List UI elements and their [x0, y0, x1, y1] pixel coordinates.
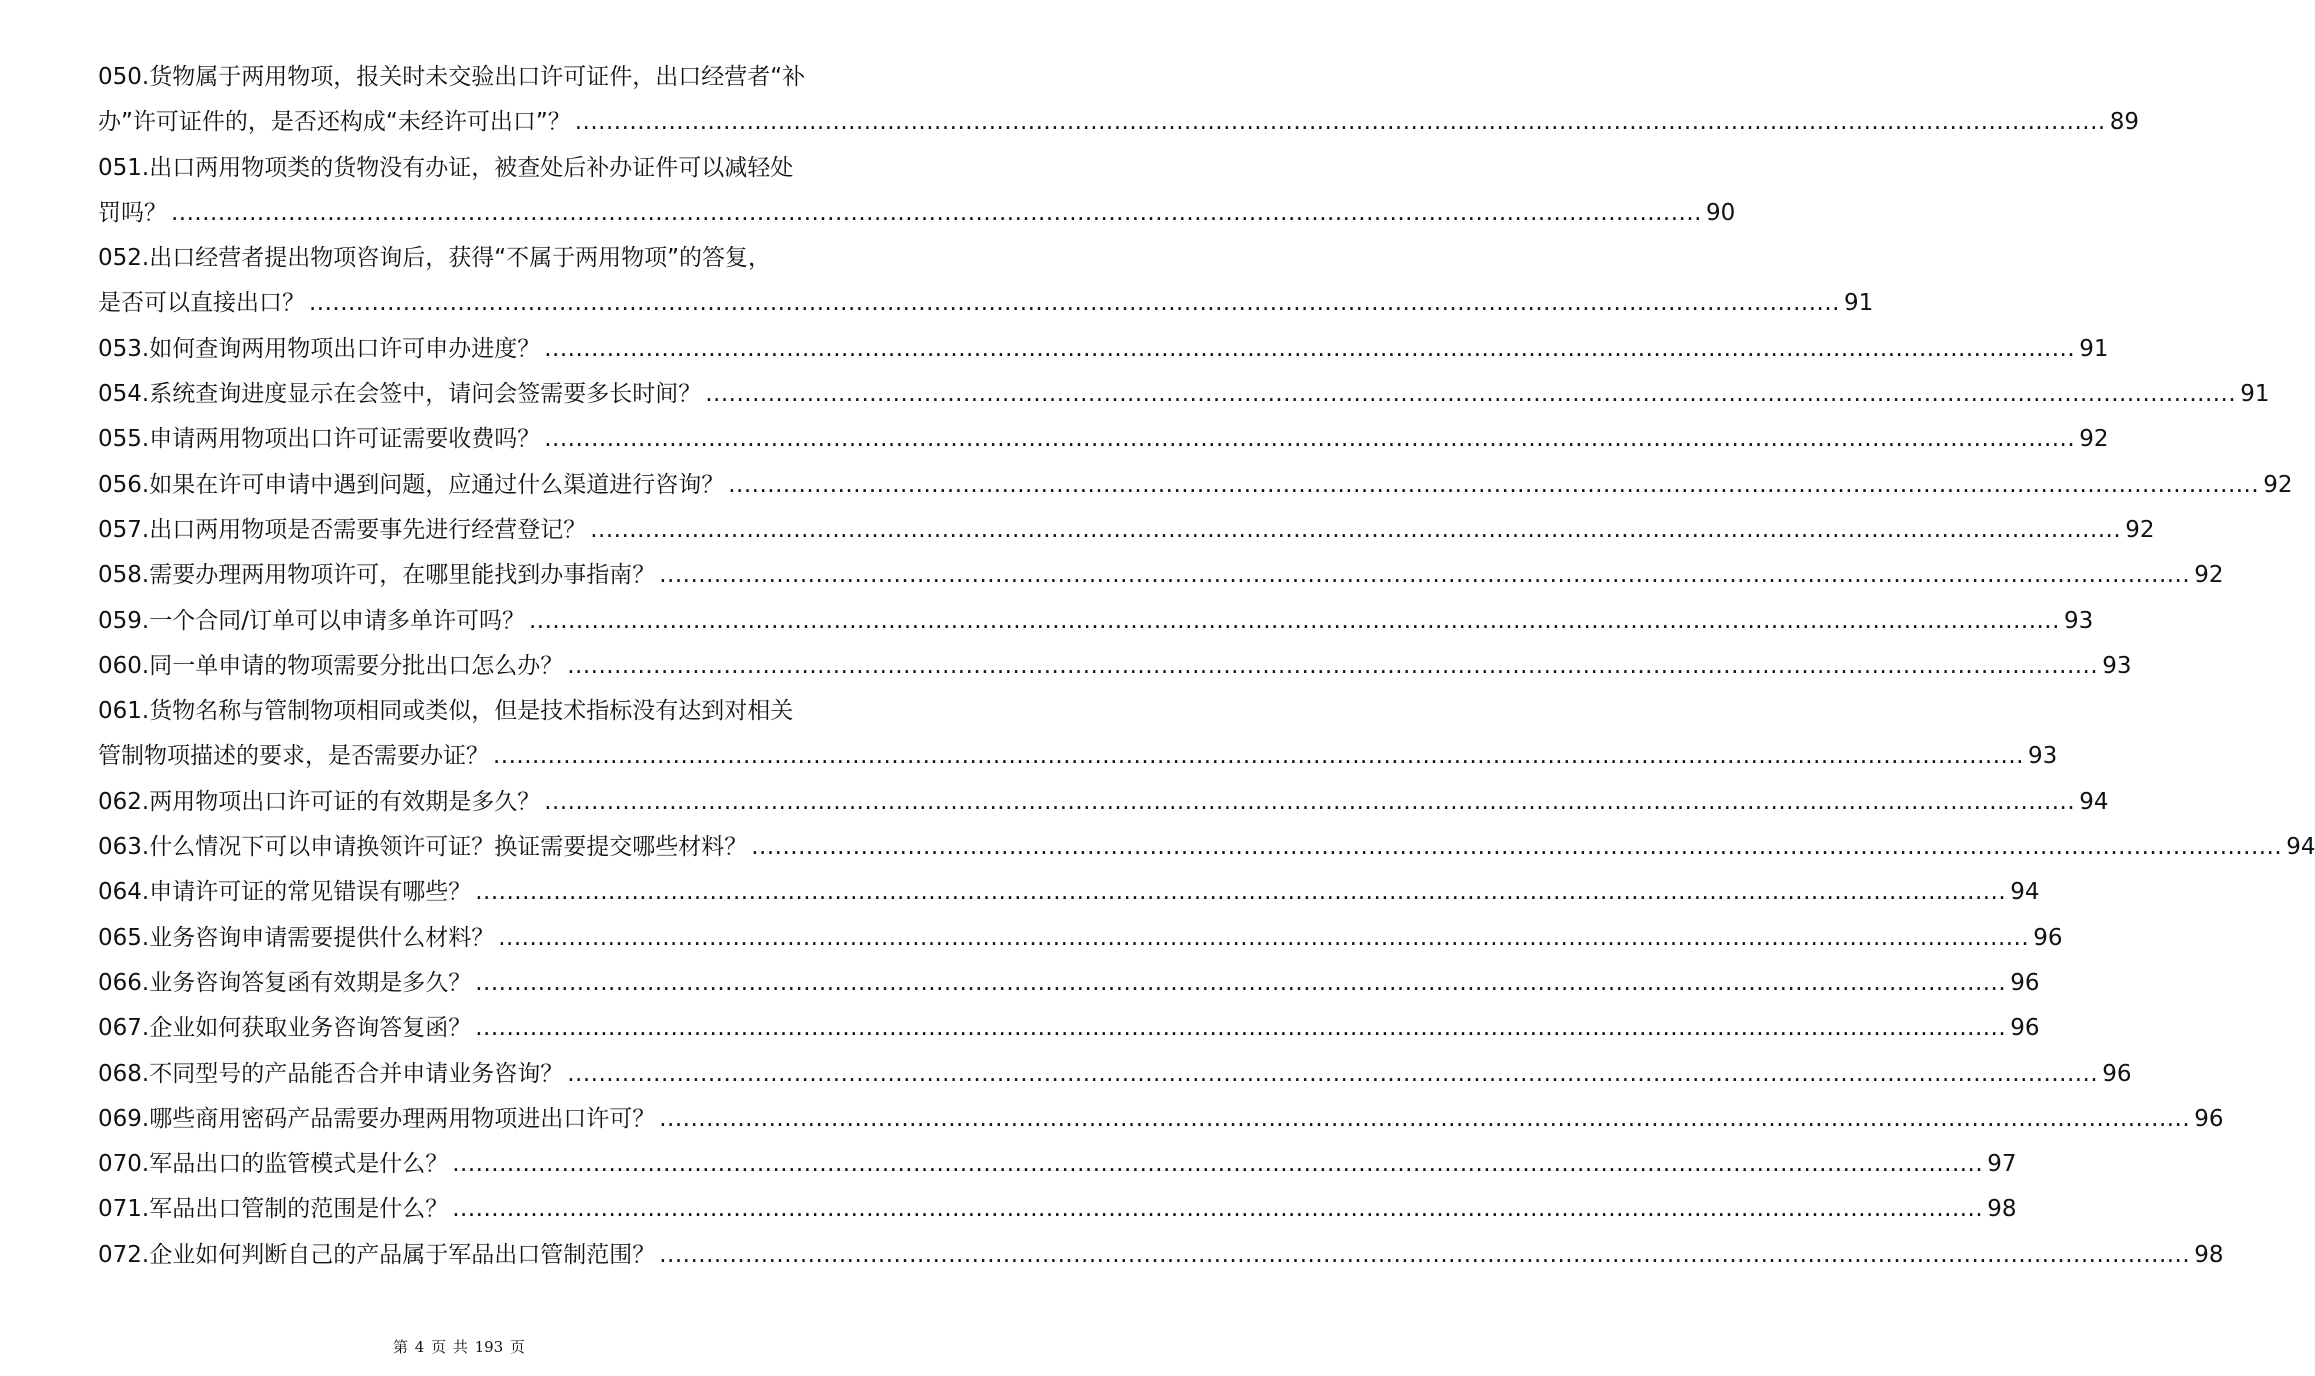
- toc-page-number: 92: [2194, 562, 2224, 589]
- toc-entry-text: 办”许可证件的，是否还构成“未经许可出口”？: [98, 109, 571, 136]
- toc-entry-text: 056.如果在许可申请中遇到问题，应通过什么渠道进行咨询？: [98, 471, 725, 498]
- dot-leader: [171, 191, 1702, 236]
- toc-entry[interactable]: [98, 689, 2058, 780]
- toc-page-number: 92: [2263, 471, 2293, 498]
- toc-entry-text: 068.不同型号的产品能否合并申请业务咨询？: [98, 1060, 564, 1087]
- dot-leader: [475, 870, 2006, 915]
- dot-leader: [659, 1233, 2190, 1278]
- toc-entry[interactable]: [98, 1142, 2017, 1187]
- dot-leader: [567, 1052, 2098, 1097]
- toc-entry-line: [98, 1052, 2132, 1097]
- toc-entry-text: 062.两用物项出口许可证的有效期是多久？: [98, 788, 541, 815]
- toc-entry[interactable]: [98, 870, 2040, 915]
- toc-entry-line: [98, 825, 2315, 870]
- toc-entry-text: 067.企业如何获取业务咨询答复函？: [98, 1015, 472, 1042]
- toc-entry-text: 070.军品出口的监管模式是什么？: [98, 1151, 449, 1178]
- toc-entry[interactable]: [98, 916, 2063, 961]
- dot-leader: [590, 508, 2121, 553]
- dot-leader: [567, 644, 2098, 689]
- toc-entry[interactable]: [98, 236, 1874, 327]
- toc-page-number: 90: [1705, 199, 1736, 226]
- toc-page-number: 91: [2079, 335, 2109, 362]
- toc-entry[interactable]: [98, 55, 2139, 146]
- dot-leader: [498, 916, 2029, 961]
- toc-entry[interactable]: [98, 327, 2109, 372]
- toc-page-number: 96: [2194, 1105, 2224, 1132]
- dot-leader: [475, 961, 2006, 1006]
- toc-entry-text: 管制物项描述的要求，是否需要办证？: [98, 743, 489, 770]
- toc-page-number: 97: [1987, 1151, 2017, 1178]
- toc-page-number: 96: [2010, 1015, 2040, 1042]
- toc-entry-text: 罚吗？: [98, 199, 167, 226]
- toc-entry-text: 是否可以直接出口？: [98, 290, 305, 317]
- toc-entry-line: [98, 1006, 2040, 1051]
- toc-page-number: 93: [2063, 607, 2094, 634]
- page-footer: 第 4 页 共 193 页: [392, 1338, 525, 1356]
- toc-page-number: 89: [2109, 109, 2139, 136]
- dot-leader: [475, 1006, 2006, 1051]
- dot-leader: [705, 372, 2236, 417]
- toc-entry[interactable]: [98, 553, 2224, 598]
- dot-leader: [452, 1187, 1983, 1232]
- toc-entry-line: [98, 463, 2293, 508]
- toc-entry[interactable]: [98, 825, 2315, 870]
- toc-entry-text: 053.如何查询两用物项出口许可申办进度？: [98, 335, 541, 362]
- toc-page-number: 98: [2194, 1241, 2224, 1268]
- toc-page-number: 96: [2102, 1060, 2132, 1087]
- dot-leader: [659, 553, 2190, 598]
- toc-entry-text: 054.系统查询进度显示在会签中，请问会签需要多长时间？: [98, 381, 702, 408]
- toc-entry-line: [98, 870, 2040, 915]
- dot-leader: [728, 463, 2259, 508]
- toc-page-number: 96: [2033, 924, 2063, 951]
- toc-entry-line: [98, 372, 2270, 417]
- dot-leader: [659, 1097, 2190, 1142]
- toc-entry-line: [98, 100, 2139, 145]
- toc-page-number: 93: [2027, 743, 2058, 770]
- toc-entry-line: [98, 599, 2094, 644]
- toc-entry-text: 066.业务咨询答复函有效期是多久？: [98, 969, 472, 996]
- toc-entry[interactable]: [98, 961, 2040, 1006]
- toc-entry[interactable]: [98, 372, 2270, 417]
- toc-entry-text: 055.申请两用物项出口许可证需要收费吗？: [98, 426, 541, 453]
- toc-page-number: 94: [2286, 834, 2315, 861]
- toc-entry-line: [98, 1233, 2224, 1278]
- toc-page-number: 91: [2240, 381, 2270, 408]
- toc-page-number: 92: [2125, 516, 2155, 543]
- toc-page-number: 96: [2010, 969, 2040, 996]
- toc-entry-text: 057.出口两用物项是否需要事先进行经营登记？: [98, 516, 587, 543]
- toc-entry[interactable]: [98, 599, 2094, 644]
- toc-entry[interactable]: [98, 508, 2155, 553]
- table-of-contents: [98, 55, 2315, 1278]
- dot-leader: [493, 734, 2024, 779]
- toc-entry-text: 069.哪些商用密码产品需要办理两用物项进出口许可？: [98, 1105, 656, 1132]
- toc-entry-line: [98, 327, 2109, 372]
- toc-entry-line: [98, 508, 2155, 553]
- toc-entry-line: [98, 553, 2224, 598]
- toc-entry-text: 064.申请许可证的常见错误有哪些？: [98, 879, 472, 906]
- toc-entry[interactable]: [98, 1233, 2224, 1278]
- toc-entry-text: 059.一个合同/订单可以申请多单许可吗？: [98, 607, 525, 634]
- toc-entry[interactable]: [98, 780, 2109, 825]
- toc-entry-line: [98, 1187, 2017, 1232]
- toc-entry-text: 063.什么情况下可以申请换领许可证？换证需要提交哪些材料？: [98, 834, 748, 861]
- toc-entry[interactable]: [98, 1187, 2017, 1232]
- toc-entry-line: [98, 734, 2058, 779]
- toc-entry-line: [98, 1097, 2224, 1142]
- toc-entry-line: [98, 191, 1736, 236]
- toc-entry[interactable]: [98, 1097, 2224, 1142]
- dot-leader: [575, 100, 2106, 145]
- toc-entry-text: 060.同一单申请的物项需要分批出口怎么办？: [98, 652, 564, 679]
- toc-entry[interactable]: [98, 1052, 2132, 1097]
- dot-leader: [751, 825, 2282, 870]
- toc-entry-line: [98, 1142, 2017, 1187]
- toc-entry[interactable]: [98, 417, 2109, 462]
- toc-entry-line: [98, 281, 1874, 326]
- toc-page-number: 98: [1987, 1196, 2017, 1223]
- dot-leader: [529, 599, 2060, 644]
- toc-entry-line: [98, 780, 2109, 825]
- toc-entry[interactable]: [98, 146, 1736, 237]
- toc-entry-text: 052.出口经营者提出物项咨询后，获得“不属于两用物项”的答复，: [98, 245, 772, 272]
- toc-page-number: 93: [2102, 652, 2132, 679]
- dot-leader: [452, 1142, 1983, 1187]
- toc-entry-text: 050.货物属于两用物项，报关时未交验出口许可证件，出口经营者“补: [98, 64, 806, 90]
- toc-entry-text: 051.出口两用物项类的货物没有办证，被查处后补办证件可以减轻处: [98, 154, 794, 181]
- dot-leader: [544, 780, 2075, 825]
- toc-entry[interactable]: [98, 463, 2293, 508]
- toc-entry-text: 072.企业如何判断自己的产品属于军品出口管制范围？: [98, 1241, 656, 1268]
- dot-leader: [544, 417, 2075, 462]
- toc-page-number: 92: [2079, 426, 2109, 453]
- toc-entry-line: [98, 644, 2132, 689]
- toc-entry-text: 065.业务咨询申请需要提供什么材料？: [98, 924, 495, 951]
- toc-entry-line: [98, 916, 2063, 961]
- toc-entry[interactable]: [98, 644, 2132, 689]
- dot-leader: [544, 327, 2075, 372]
- toc-entry[interactable]: [98, 1006, 2040, 1051]
- toc-entry-line: [98, 417, 2109, 462]
- toc-page-number: 94: [2010, 879, 2040, 906]
- dot-leader: [309, 281, 1840, 326]
- toc-entry-text: 071.军品出口管制的范围是什么？: [98, 1196, 449, 1223]
- toc-entry-line: [98, 961, 2040, 1006]
- toc-page-number: 94: [2079, 788, 2109, 815]
- toc-entry-text: 061.货物名称与管制物项相同或类似，但是技术指标没有达到对相关: [98, 698, 794, 725]
- toc-entry-text: 058.需要办理两用物项许可，在哪里能找到办事指南？: [98, 562, 656, 589]
- toc-page-number: 91: [1843, 290, 1874, 317]
